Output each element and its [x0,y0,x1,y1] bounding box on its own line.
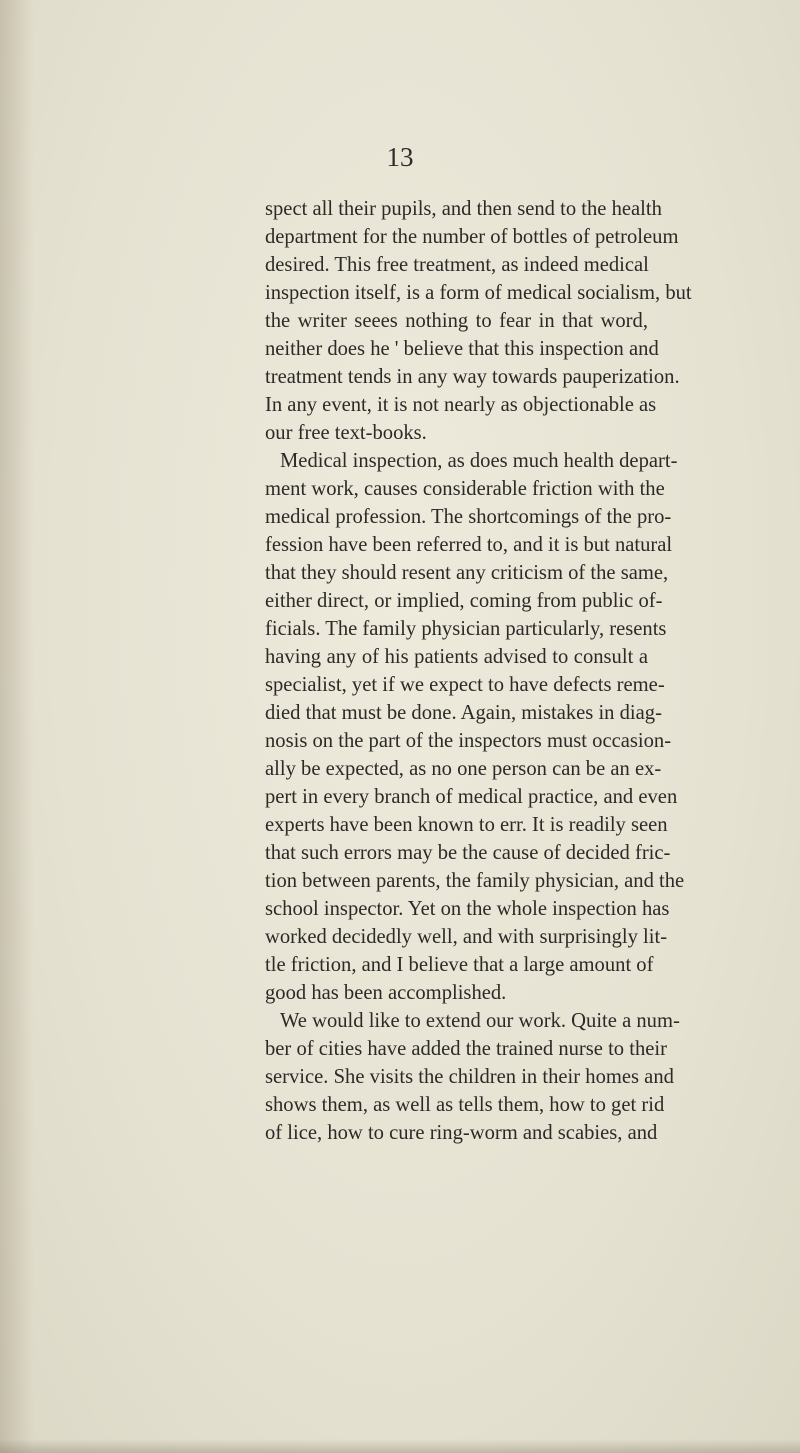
page-bottom-edge [0,1439,800,1453]
spine-shadow [0,0,34,1453]
text-line: In any event, it is not nearly as objectionable as [265,394,657,416]
text-line: spect all their pupils, and then send to the health [265,198,662,220]
text-line: service. She visits the children in their homes and [265,1066,674,1088]
text-line: desired. This free treatment, as indeed medical [265,254,649,276]
text-line: tle friction, and I believe that a large amount of [265,954,654,976]
text-line: nosis on the part of the inspectors must occasion- [265,730,672,752]
text-line: shows them, as well as tells them, how to get rid [265,1094,665,1116]
text-line: specialist, yet if we expect to have defects reme- [265,674,665,696]
text-line: inspection itself, is a form of medical socialism, but [265,282,692,304]
text-line: worked decidedly well, and with surprisingly lit- [265,926,668,948]
text-line: of lice, how to cure ring-worm and scabies, and [265,1122,658,1144]
text-line: ber of cities have added the trained nurse to their [265,1038,667,1060]
text-line: Medical inspection, as does much health depart- [280,450,678,472]
text-line: treatment tends in any way towards pauperization. [265,366,680,388]
text-line: We would like to extend our work. Quite a num- [280,1010,680,1032]
text-line: our free text-books. [265,422,427,444]
text-line: that such errors may be the cause of decided fric- [265,842,671,864]
text-line: department for the number of bottles of petroleum [265,226,679,248]
text-line: school inspector. Yet on the whole inspection has [265,898,670,920]
text-line: the writer seees nothing to fear in that word, [265,310,648,332]
text-line: either direct, or implied, coming from public of- [265,590,663,612]
text-line: neither does he ' believe that this inspection and [265,338,659,360]
text-line: ally be expected, as no one person can be an ex- [265,758,662,780]
text-line: medical profession. The shortcomings of the pro- [265,506,672,528]
page-number: 13 [386,142,414,172]
text-line: ment work, causes considerable friction with the [265,478,665,500]
text-line: tion between parents, the family physician, and the [265,870,685,892]
text-line: fession have been referred to, and it is but natural [265,534,673,556]
text-line: that they should resent any criticism of the same, [265,562,669,584]
text-line: experts have been known to err. It is readily seen [265,814,668,836]
text-line: having any of his patients advised to consult a [265,646,648,668]
text-line: died that must be done. Again, mistakes in diag- [265,702,662,724]
text-line: pert in every branch of medical practice, and even [265,786,678,808]
text-line: good has been accomplished. [265,982,507,1004]
text-line: ficials. The family physician particularly, resents [265,618,667,640]
